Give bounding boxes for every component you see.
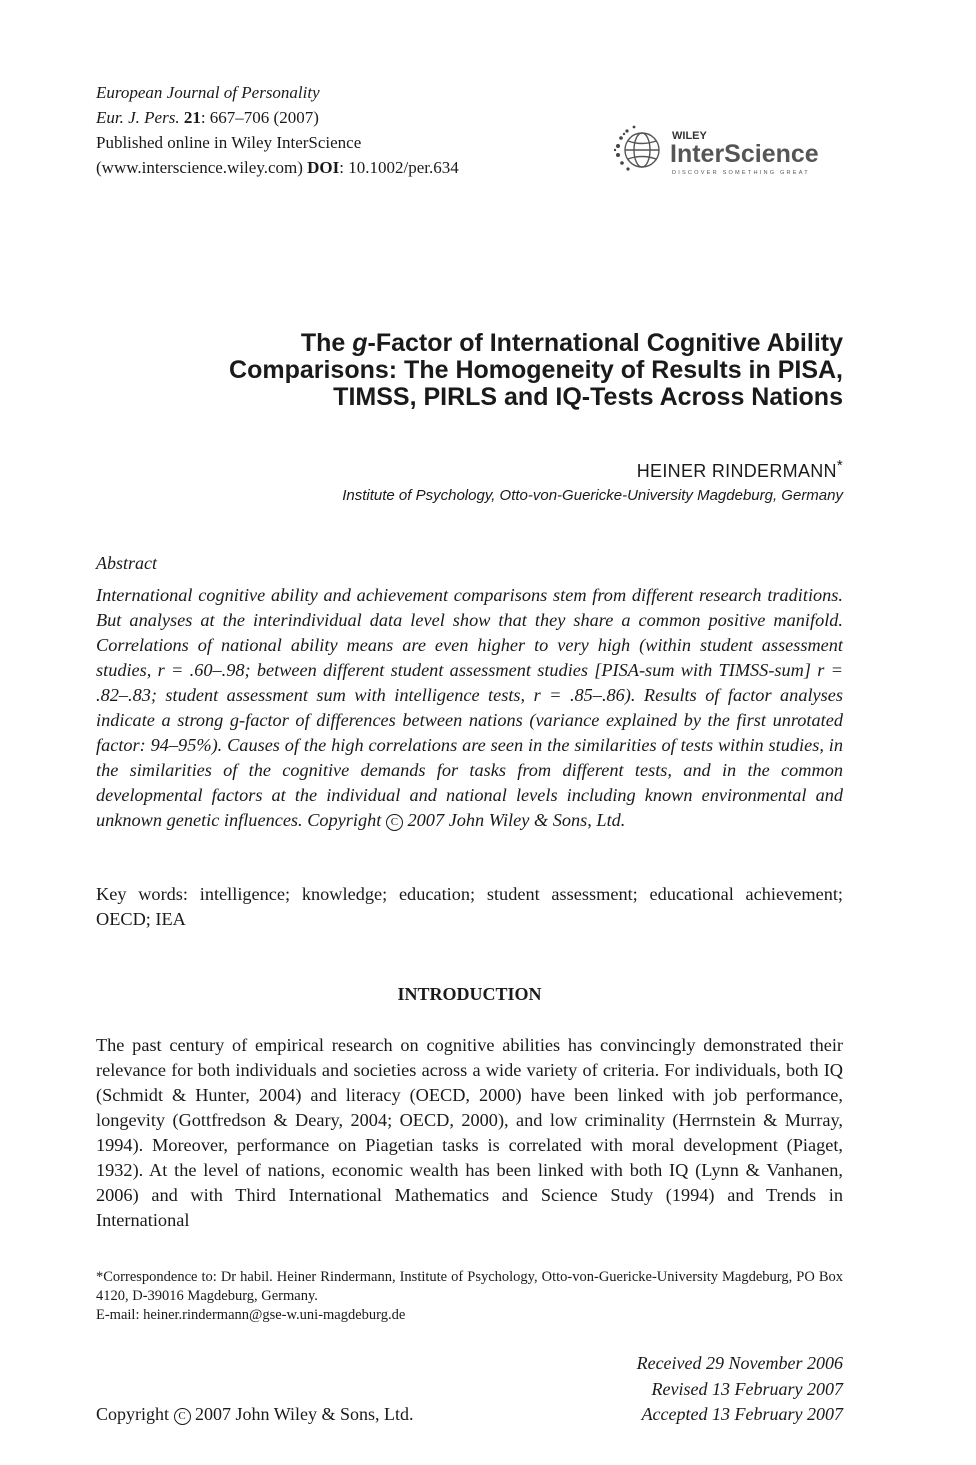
paper-title <box>140 330 843 411</box>
date-revised: Revised 13 February 2007 <box>651 1378 843 1399</box>
abstract-text: International cognitive ability and achievement comparisons stem from different research traditions. But analyses at the interindividual data level show that they share a common positive manifold. Correlations of national ability means are even higher to very high (within student assessment studies, r = .60–.98; between different student assessment studies [PISA-sum with TIMSS-sum] r = .82–.83; student assessment sum with intelligence tests, r = .85–.86). Results of factor analyses indicate a strong g-factor of differences between nations (variance explained by the first unrotated factor: 94–95%). Causes of the high correlations are seen in the similarities of tests within studies, in the similarities of the cognitive demands for tasks from different tests, and in the common developmental factors at the individual and national levels including known environmental and unknown genetic influences. <box>96 585 843 830</box>
abstract-heading: Abstract <box>96 553 157 573</box>
globe-icon <box>612 124 848 180</box>
copyright-prefix: Copyright <box>96 1404 170 1424</box>
copyright-symbol-icon: C <box>386 814 403 831</box>
logo-tagline: DISCOVER SOMETHING GREAT <box>672 170 810 176</box>
title-line-2: Comparisons: The Homogeneity of Results in PISA, <box>229 356 843 384</box>
published-online: Published online in Wiley InterScience <box>96 133 362 152</box>
doi-label: DOI <box>307 158 340 177</box>
copyright-symbol-icon: C <box>174 1408 191 1425</box>
date-received: Received 29 November 2006 <box>636 1353 843 1373</box>
footnote-correspondence: *Correspondence to: Dr habil. Heiner Rindermann, Institute of Psychology, Otto-von-Guericke-University Magdeburg, PO Box 4120, D-39016 Magdeburg, Germany. <box>96 1269 843 1304</box>
website-link[interactable]: (www.interscience.wiley.com) <box>96 158 303 177</box>
introduction-body <box>96 1033 843 1233</box>
introduction-paragraph: The past century of empirical research on cognitive abilities has convincingly demonstrated their relevance for both individuals and societies across a wide variety of criteria. For individuals, both IQ (Schmidt & Hunter, 2004) and literacy (OECD, 2000) have been linked with job performance, longevity (Gottfredson & Deary, 2004; OECD, 2000), and low criminality (Herrnstein & Murray, 1994). Moreover, performance on Piagetian tasks is correlated with moral development (Piaget, 1932). At the level of nations, economic wealth has been linked with both IQ (Lynn & Vanhanen, 2006) and with Third International Mathematics and Science Study (1994) and Trends in International <box>96 1035 843 1230</box>
doi-line <box>96 155 576 180</box>
correspondence-footnote <box>96 1268 843 1325</box>
footnote-email[interactable]: E-mail: heiner.rindermann@gse-w.uni-magdeburg.de <box>96 1307 406 1323</box>
journal-name: European Journal of Personality <box>96 83 320 102</box>
title-g-italic: g <box>352 329 368 357</box>
author-affiliation: Institute of Psychology, Otto-von-Guericke-University Magdeburg, Germany <box>342 487 843 504</box>
journal-header <box>96 80 576 180</box>
date-accepted: Accepted 13 February 2007 <box>641 1404 843 1424</box>
logo-wiley-text: WILEY <box>672 130 707 142</box>
citation-pages: : 667–706 (2007) <box>200 108 319 127</box>
author-name: HEINER RINDERMANN <box>636 461 837 481</box>
logo-interscience-text: InterScience <box>670 140 819 168</box>
title-line-3: TIMSS, PIRLS and IQ-Tests Across Nations <box>333 383 843 411</box>
manuscript-dates <box>520 1351 843 1428</box>
citation-abbrev: Eur. J. Pers. <box>96 108 180 127</box>
doi-value: : 10.1002/per.634 <box>339 158 459 177</box>
abstract-body <box>96 583 843 833</box>
author-marker: * <box>836 457 843 474</box>
keywords: Key words: intelligence; knowledge; education; student assessment; educational achievement; OECD; IEA <box>96 884 843 929</box>
abstract-copyright-prefix: Copyright <box>307 810 382 830</box>
page-copyright <box>96 1402 413 1427</box>
section-heading-introduction: INTRODUCTION <box>397 984 542 1004</box>
abstract-copyright-rest: 2007 John Wiley & Sons, Ltd. <box>407 810 626 830</box>
journal-citation <box>96 105 576 130</box>
wiley-interscience-logo <box>612 124 848 180</box>
citation-volume: 21 <box>183 108 201 127</box>
title-line-1: The g-Factor of International Cognitive Ability <box>300 329 843 357</box>
author-line <box>300 454 843 483</box>
copyright-rest: 2007 John Wiley & Sons, Ltd. <box>195 1404 414 1424</box>
